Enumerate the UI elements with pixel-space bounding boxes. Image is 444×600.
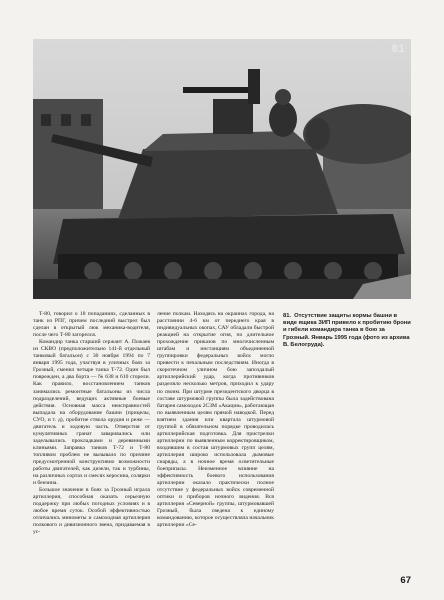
text-column-2 [157,311,274,529]
text-column-1 [33,311,150,537]
paragraph: Командир танка старший сержант А. Пожаев из СКВО (предположительно 141-й отдельный танковый батальон) с 30 ноября 1994 по 7 января 1995 года, участвуя в уличных боях за Грозный, сменил четыре танка Т-72. Один был поврежден, а два борта — № 638 и 610 сгорели. Как правило, восстановлением танков занимались ремонтные батальоны из числа подразделений, ведущих активные боевые действия. Основная масса неисправностей выпадала на оборудование башни (прицелы, СУО, и т. д), пробитие ствола орудия и реже — двигатель и ходовую часть. Отверстия от кумулятивных гранат заваривались или заделывались прокладками и деревянными клиньями. Заправка танков Т-72 и Т-80 топливом проблем не вызывало по причине предусмотренной конструктивно возможности работы двигателей, как дизели, так и турбины, на различных сортах и смесях керосина, солярки и бензина. [33,339,151,487]
tank-photo-image [33,39,411,299]
paragraph: Т-80, говорил о 18 попаданиях, сделанных в танк из РПГ, причем последний выстрел был сделан в открытый люк механика-водителя, после чего Т-80 загорелся. [33,311,150,339]
figure-number: 81 [391,43,405,55]
paragraph: Большое значение в боях за Грозный играла артиллерия, способная оказать серьезную поддержку при любых погодных условиях и в любое время суток. Особой эффективностью отличались минометы и самоходная артиллерия полкового и дивизионного звена, придаваемая в ус- [33,487,150,536]
tank-photo [33,39,411,299]
caption-text: Отсутствие защиты кормы башни в виде ящика ЗИП привело к пробитию брони и гибели командира танка в бою за Грозный. Январь 1995 года (фото из архива В. Белогруда). [283,313,411,348]
page-number: 67 [400,575,411,586]
figure-caption [283,313,411,349]
caption-number: 81. [283,313,292,319]
paragraph: ление полкам. Находясь на окраинах города, на расстоянии 4-6 км от переднего края в индивидуальных окопах, САУ обладали быстрой реакцией на открытие огня, по длительное прохождение приказов по многочисленным штабам и инстанциям объединенной группировки федеральных войск могло привести к печальным последствиям. Иногда в скоротечном уличном бою запоздалый артиллерийский удар, когда противников разделяло несколько метров, приходил к удару по своим. При штурме президентского дворца в составе штурмовой группы была задействована батарея самоходок 2С3М «Акация», работающая по выявленным целям прямой наводкой. Перед взятием здания или квартала штурмовой группой в обязательном порядке проводилась артиллерийская подготовка. Для пристрелки артиллерии по выявленным корректировщиком, входившим в состав штурмовых групп целям, артиллерия широко использовала дымовые снаряды, а в ночное время осветительные боеприпасы. Неизменное влияние на эффективность боевого использования артиллерии оказало практически полное отсутствие у федеральных войск современной оптики и приборов ночного видения. Вся артиллерия «Северной» группы, штурмовавшей Грозный, была сведена к единому командованию, которое осуществляла начальник артиллерии «Се- [157,311,274,529]
